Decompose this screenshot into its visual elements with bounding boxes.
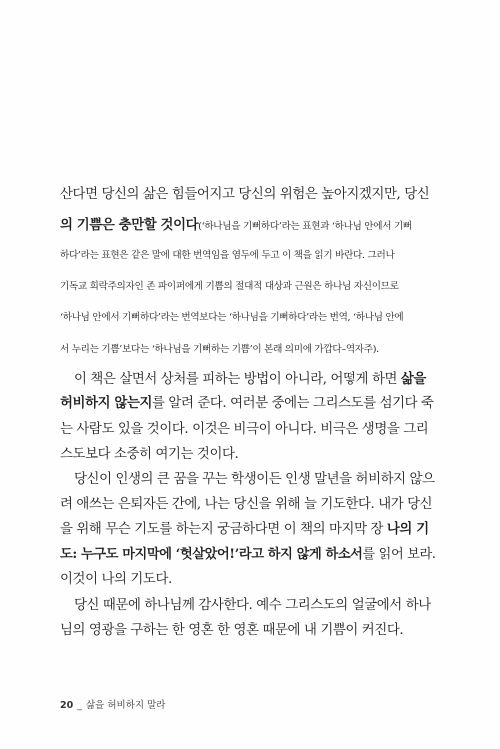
text-line: 당신이 인생의 큰 꿈을 꾸는 학생이든 인생 말년을 허비하지 않으 <box>74 472 435 487</box>
page-number: 20 <box>60 700 74 711</box>
text-line: 님의 영광을 구하는 한 영혼 한 영혼 때문에 내 기쁨이 커진다. <box>60 623 404 638</box>
translator-note: (‘하나님을 기뻐하다’라는 표현과 ‘하나님 안에서 기뻐 <box>198 221 412 232</box>
text-segment: 을 위해 무슨 기도를 하는지 궁금하다면 이 책의 마지막 장 <box>60 522 387 537</box>
text-segment: 이 책은 살면서 상처를 피하는 방법이 아니라, 어떻게 하면 <box>74 372 401 387</box>
translator-note-line: 하다’라는 표현은 같은 말에 대한 번역임을 염두에 두고 이 책을 읽기 바란다. 그러나 <box>60 250 395 261</box>
emphasis-text: 삶을 <box>400 371 426 387</box>
text-line: 려 애쓰는 은퇴자든 간에, 나는 당신을 위해 늘 기도한다. 내가 당신 <box>60 497 433 512</box>
translator-note-line: 기독교 희락주의자인 존 파이퍼에게 기쁨의 절대적 대상과 근원은 하나님 자신이므로 <box>60 281 399 292</box>
page-footer <box>60 697 165 711</box>
emphasis-text: 의 기쁨은 충만할 것이다 <box>60 217 199 233</box>
text-line: 당신 때문에 하나님께 감사한다. 예수 그리스도의 얼굴에서 하나 <box>74 598 431 613</box>
text-segment: 를 알려 준다. 여러분 중에는 그리스도를 섬기다 죽 <box>152 396 434 411</box>
text-line <box>60 368 438 387</box>
text-line <box>60 392 438 411</box>
running-title: 삶을 허비하지 말라 <box>85 700 166 711</box>
footer-separator: _ <box>77 700 82 711</box>
emphasis-text: 나의 기 <box>386 521 429 537</box>
text-segment: 를 읽어 보라. <box>362 547 436 562</box>
text-line <box>60 543 438 562</box>
text-line <box>60 214 438 233</box>
emphasis-text: 도: 누구도 마지막에 ‘헛살았어!’라고 하지 않게 하소서 <box>60 547 363 562</box>
emphasis-text: 허비하지 않는지 <box>60 395 153 411</box>
text-line <box>60 518 438 537</box>
text-line: 산다면 당신의 삶은 힘들어지고 당신의 위험은 높아지겠지만, 당신 <box>60 187 430 202</box>
text-line: 는 사람도 있을 것이다. 이것은 비극이 아니다. 비극은 생명을 그리 <box>60 422 429 437</box>
text-line: 스도보다 소중히 여기는 것이다. <box>60 447 239 462</box>
translator-note-line: 서 누리는 기쁨’보다는 ‘하나님을 기뻐하는 기쁨’이 본래 의미에 가깝다–역자주). <box>60 344 379 355</box>
text-line: 이것이 나의 기도다. <box>60 572 172 587</box>
translator-note-line: ‘하나님 안에서 기뻐하다’라는 번역보다는 ‘하나님을 기뻐하다’라는 번역, ‘하나님 안에 <box>60 312 404 323</box>
